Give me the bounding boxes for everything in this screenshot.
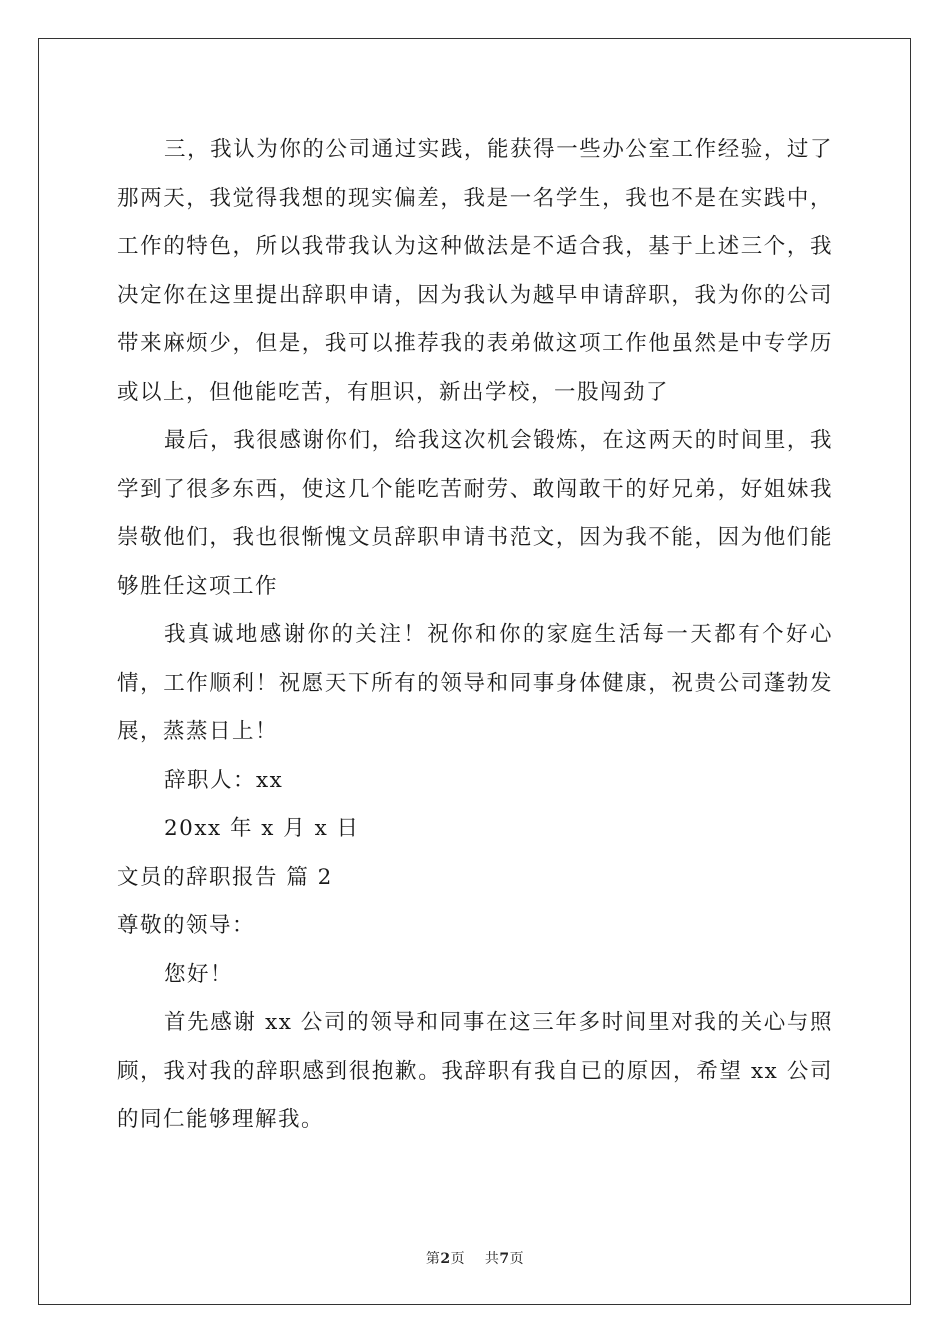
document-body (117, 126, 833, 1145)
section-heading: 文员的辞职报告 篇 2 (117, 864, 333, 890)
paragraph: 我真诚地感谢你的关注！祝你和你的家庭生活每一天都有个好心情，工作顺利！祝愿天下所有的领导和同事身体健康，祝贵公司蓬勃发展，蒸蒸日上！ (117, 622, 833, 744)
signature-line: 辞职人：xx (164, 767, 284, 793)
paragraph: 最后，我很感谢你们，给我这次机会锻炼，在这两天的时间里，我学到了很多东西，使这几个能吃苦耐劳、敢闯敢干的好兄弟，好姐妹我崇敬他们，我也很惭愧文员辞职申请书范文，因为我不能，因为他们能够胜任这项工作 (117, 428, 833, 599)
paragraph: 首先感谢 xx 公司的领导和同事在这三年多时间里对我的关心与照顾，我对我的辞职感到很抱歉。我辞职有我自已的原因，希望 xx 公司的同仁能够理解我。 (117, 1010, 833, 1132)
total-suffix: 页 (509, 1251, 525, 1267)
page-number: 2 (440, 1251, 451, 1267)
total-prefix: 共 (484, 1251, 500, 1267)
greeting: 您好！ (164, 961, 234, 987)
page-suffix: 页 (450, 1251, 466, 1267)
salutation: 尊敬的领导： (117, 913, 256, 938)
page-prefix: 第 (425, 1251, 441, 1267)
total-pages: 7 (499, 1251, 510, 1267)
date-line: 20xx 年 x 月 x 日 (164, 816, 360, 841)
paragraph: 三，我认为你的公司通过实践，能获得一些办公室工作经验，过了那两天，我觉得我想的现实偏差，我是一名学生，我也不是在实践中，工作的特色，所以我带我认为这种做法是不适合我，基于上述三个，我决定你在这里提出辞职申请，因为我认为越早申请辞职，我为你的公司带来麻烦少，但是，我可以推荐我的表弟做这项工作他虽然是中专学历或以上，但他能吃苦，有胆识，新出学校，一股闯劲了 (117, 137, 833, 405)
page-footer (0, 1248, 950, 1268)
